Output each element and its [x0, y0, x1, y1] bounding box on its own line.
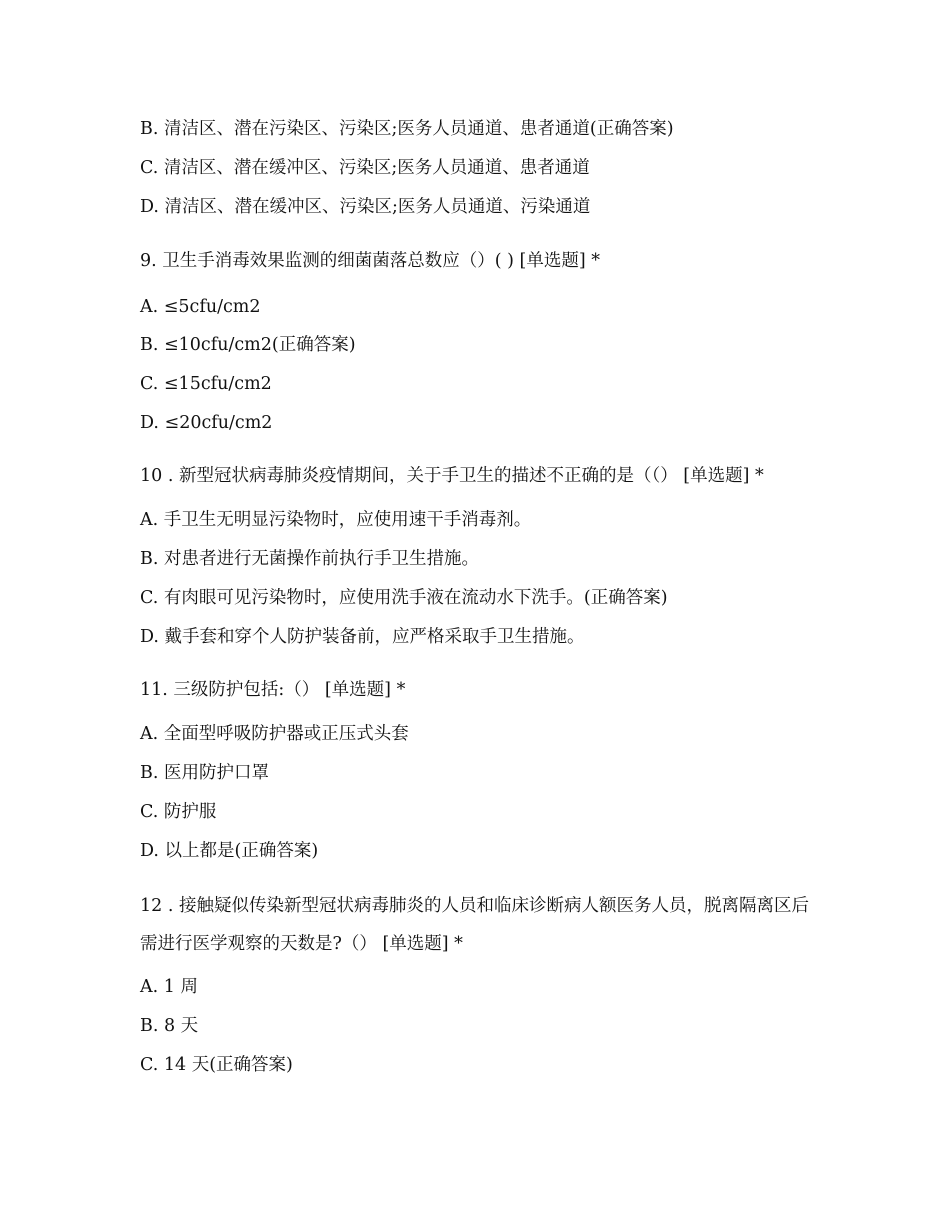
q11-question-text: 11. 三级防护包括:（） [单选题] * — [140, 680, 406, 700]
q11-option-d: D. 以上都是(正确答案) — [140, 841, 319, 861]
q11-option-c: C. 防护服 — [140, 802, 217, 822]
q11-option-a: A. 全面型呼吸防护器或正压式头套 — [140, 724, 409, 744]
q8-option-b: B. 清洁区、潜在污染区、污染区;医务人员通道、患者通道(正确答案) — [140, 119, 674, 139]
q9-option-a: A. ≤5cfu/cm2 — [140, 297, 261, 317]
q10-option-a: A. 手卫生无明显污染物时，应使用速干手消毒剂。 — [140, 510, 532, 530]
q10-question-text: 10 . 新型冠状病毒肺炎疫情期间，关于手卫生的描述不正确的是（（） [单选题] * — [140, 466, 764, 486]
q11-option-b: B. 医用防护口罩 — [140, 763, 269, 783]
q8-option-c: C. 清洁区、潜在缓冲区、污染区;医务人员通道、患者通道 — [140, 158, 590, 178]
q12-option-a: A. 1 周 — [140, 977, 198, 997]
q10-option-d: D. 戴手套和穿个人防护装备前，应严格采取手卫生措施。 — [140, 627, 585, 647]
q9-option-b: B. ≤10cfu/cm2(正确答案) — [140, 335, 356, 355]
q9-option-c: C. ≤15cfu/cm2 — [140, 374, 272, 394]
q10-option-b: B. 对患者进行无菌操作前执行手卫生措施。 — [140, 549, 479, 569]
q12-option-c: C. 14 天(正确答案) — [140, 1055, 293, 1075]
q12-question-text: 12 . 接触疑似传染新型冠状病毒肺炎的人员和临床诊断病人额医务人员，脱离隔离区后需进行医学观察的天数是?（） [单选题] * — [140, 896, 809, 954]
q10-option-c: C. 有肉眼可见污染物时，应使用洗手液在流动水下洗手。(正确答案) — [140, 588, 668, 608]
q12-option-b: B. 8 天 — [140, 1016, 199, 1036]
q9-option-d: D. ≤20cfu/cm2 — [140, 413, 273, 433]
q9-question-text: 9. 卫生手消毒效果监测的细菌菌落总数应（）( ) [单选题] * — [140, 251, 601, 271]
q8-option-d: D. 清洁区、潜在缓冲区、污染区;医务人员通道、污染通道 — [140, 197, 591, 217]
